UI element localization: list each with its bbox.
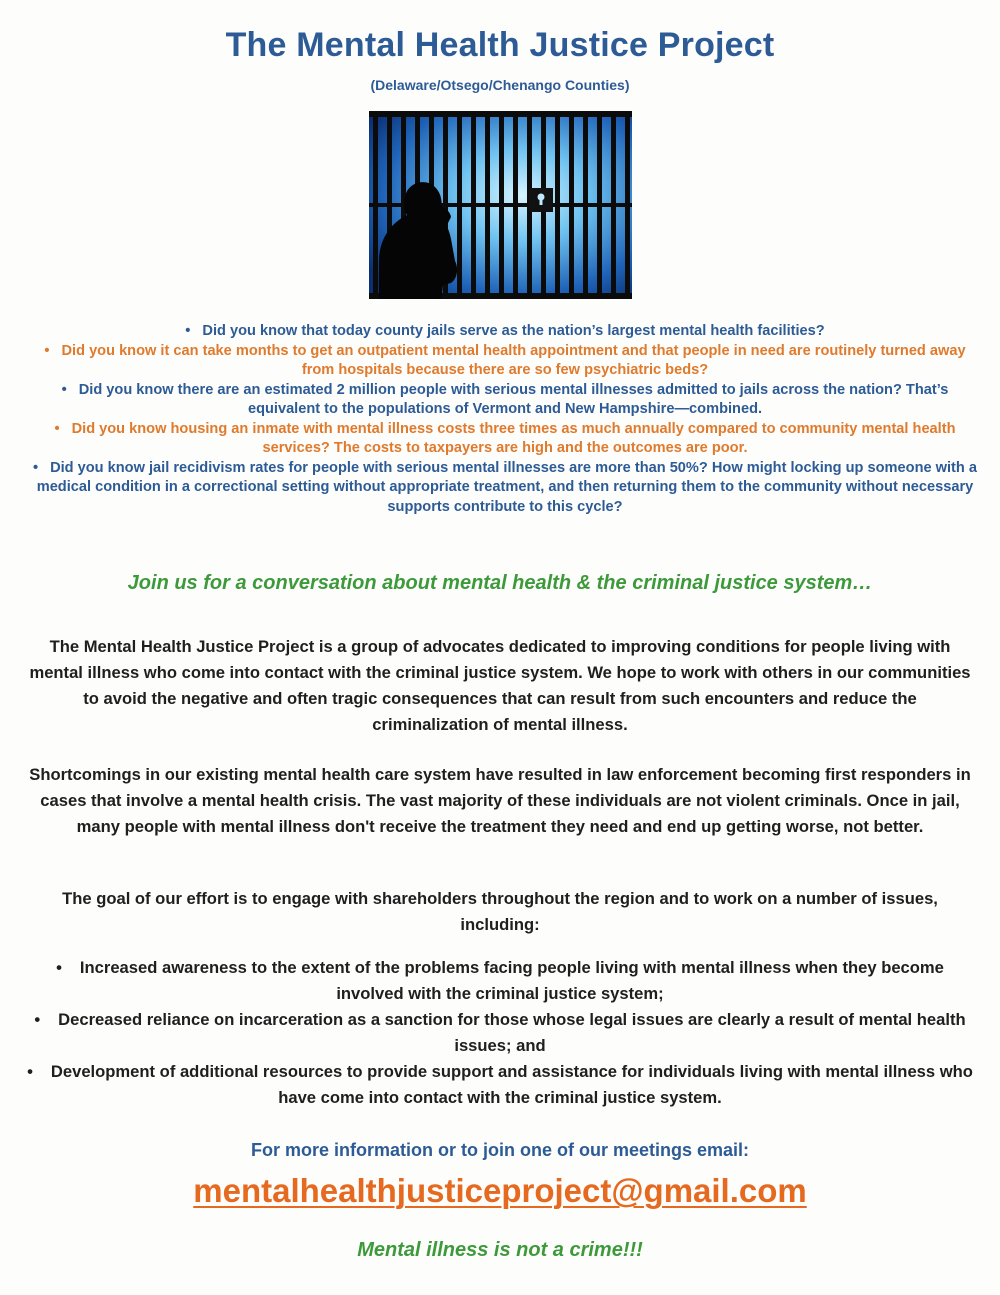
list-item: • Did you know that today county jails serve as the nation’s largest mental health facilities? xyxy=(185,323,825,339)
list-item: • Decreased reliance on incarceration as a sanction for those whose legal issues are clearly a result of mental health issues; and xyxy=(34,1010,966,1055)
list-item: • Did you know housing an inmate with mental illness costs three times as much annually compared to community mental health services? The costs to taxpayers are high and the outcomes are poor. xyxy=(54,420,956,456)
shortcomings-paragraph: Shortcomings in our existing mental health care system have resulted in law enforcement becoming first responders in cases that involve a mental health crisis. The vast majority of these individuals are not violent criminals. Once in jail, many people with mental illness don't receive the treatment they need and end up getting worse, not better. xyxy=(29,765,971,836)
facts-list xyxy=(30,322,980,517)
list-item: • Development of additional resources to provide support and assistance for individuals living with mental illness who have come into contact with the criminal justice system. xyxy=(27,1062,973,1107)
slogan: Mental illness is not a crime!!! xyxy=(357,1239,643,1261)
list-item: • Did you know it can take months to get an outpatient mental health appointment and that people in need are routinely turned away from hospitals because there are so few psychiatric beds? xyxy=(44,342,966,378)
email-link[interactable]: mentalhealthjusticeproject@gmail.com xyxy=(193,1172,807,1209)
list-item: • Did you know there are an estimated 2 million people with serious mental illnesses admitted to jails across the nation? That’s equivalent to the populations of Vermont and New Hampshire—combined. xyxy=(61,381,949,417)
page-subtitle: (Delaware/Otsego/Chenango Counties) xyxy=(370,77,630,93)
page-title: The Mental Health Justice Project xyxy=(225,26,775,64)
list-item: • Did you know jail recidivism rates for people with serious mental illnesses are more than 50%? How might locking up someone with a medical condition in a correctional setting without appropriate treatment, and then returning them to the community without necessary supports contribute to this cycle? xyxy=(32,459,978,515)
about-paragraph: The Mental Health Justice Project is a group of advocates dedicated to improving conditions for people living with mental illness who come into contact with the criminal justice system. We hope to work with others in our communities to avoid the negative and often tragic consequences that can result from such encounters and reduce the criminalization of mental illness. xyxy=(29,637,971,734)
goals-list xyxy=(25,955,975,1111)
goal-paragraph: The goal of our effort is to engage with shareholders throughout the region and to work on a number of issues, including: xyxy=(62,889,938,934)
jail-cell-silhouette-icon xyxy=(369,111,632,299)
list-item: • Increased awareness to the extent of the problems facing people living with mental illness when they become involved with the criminal justice system; xyxy=(56,958,944,1003)
contact-info: For more information or to join one of our meetings email: xyxy=(250,1140,750,1160)
join-heading: Join us for a conversation about mental health & the criminal justice system… xyxy=(127,572,873,594)
